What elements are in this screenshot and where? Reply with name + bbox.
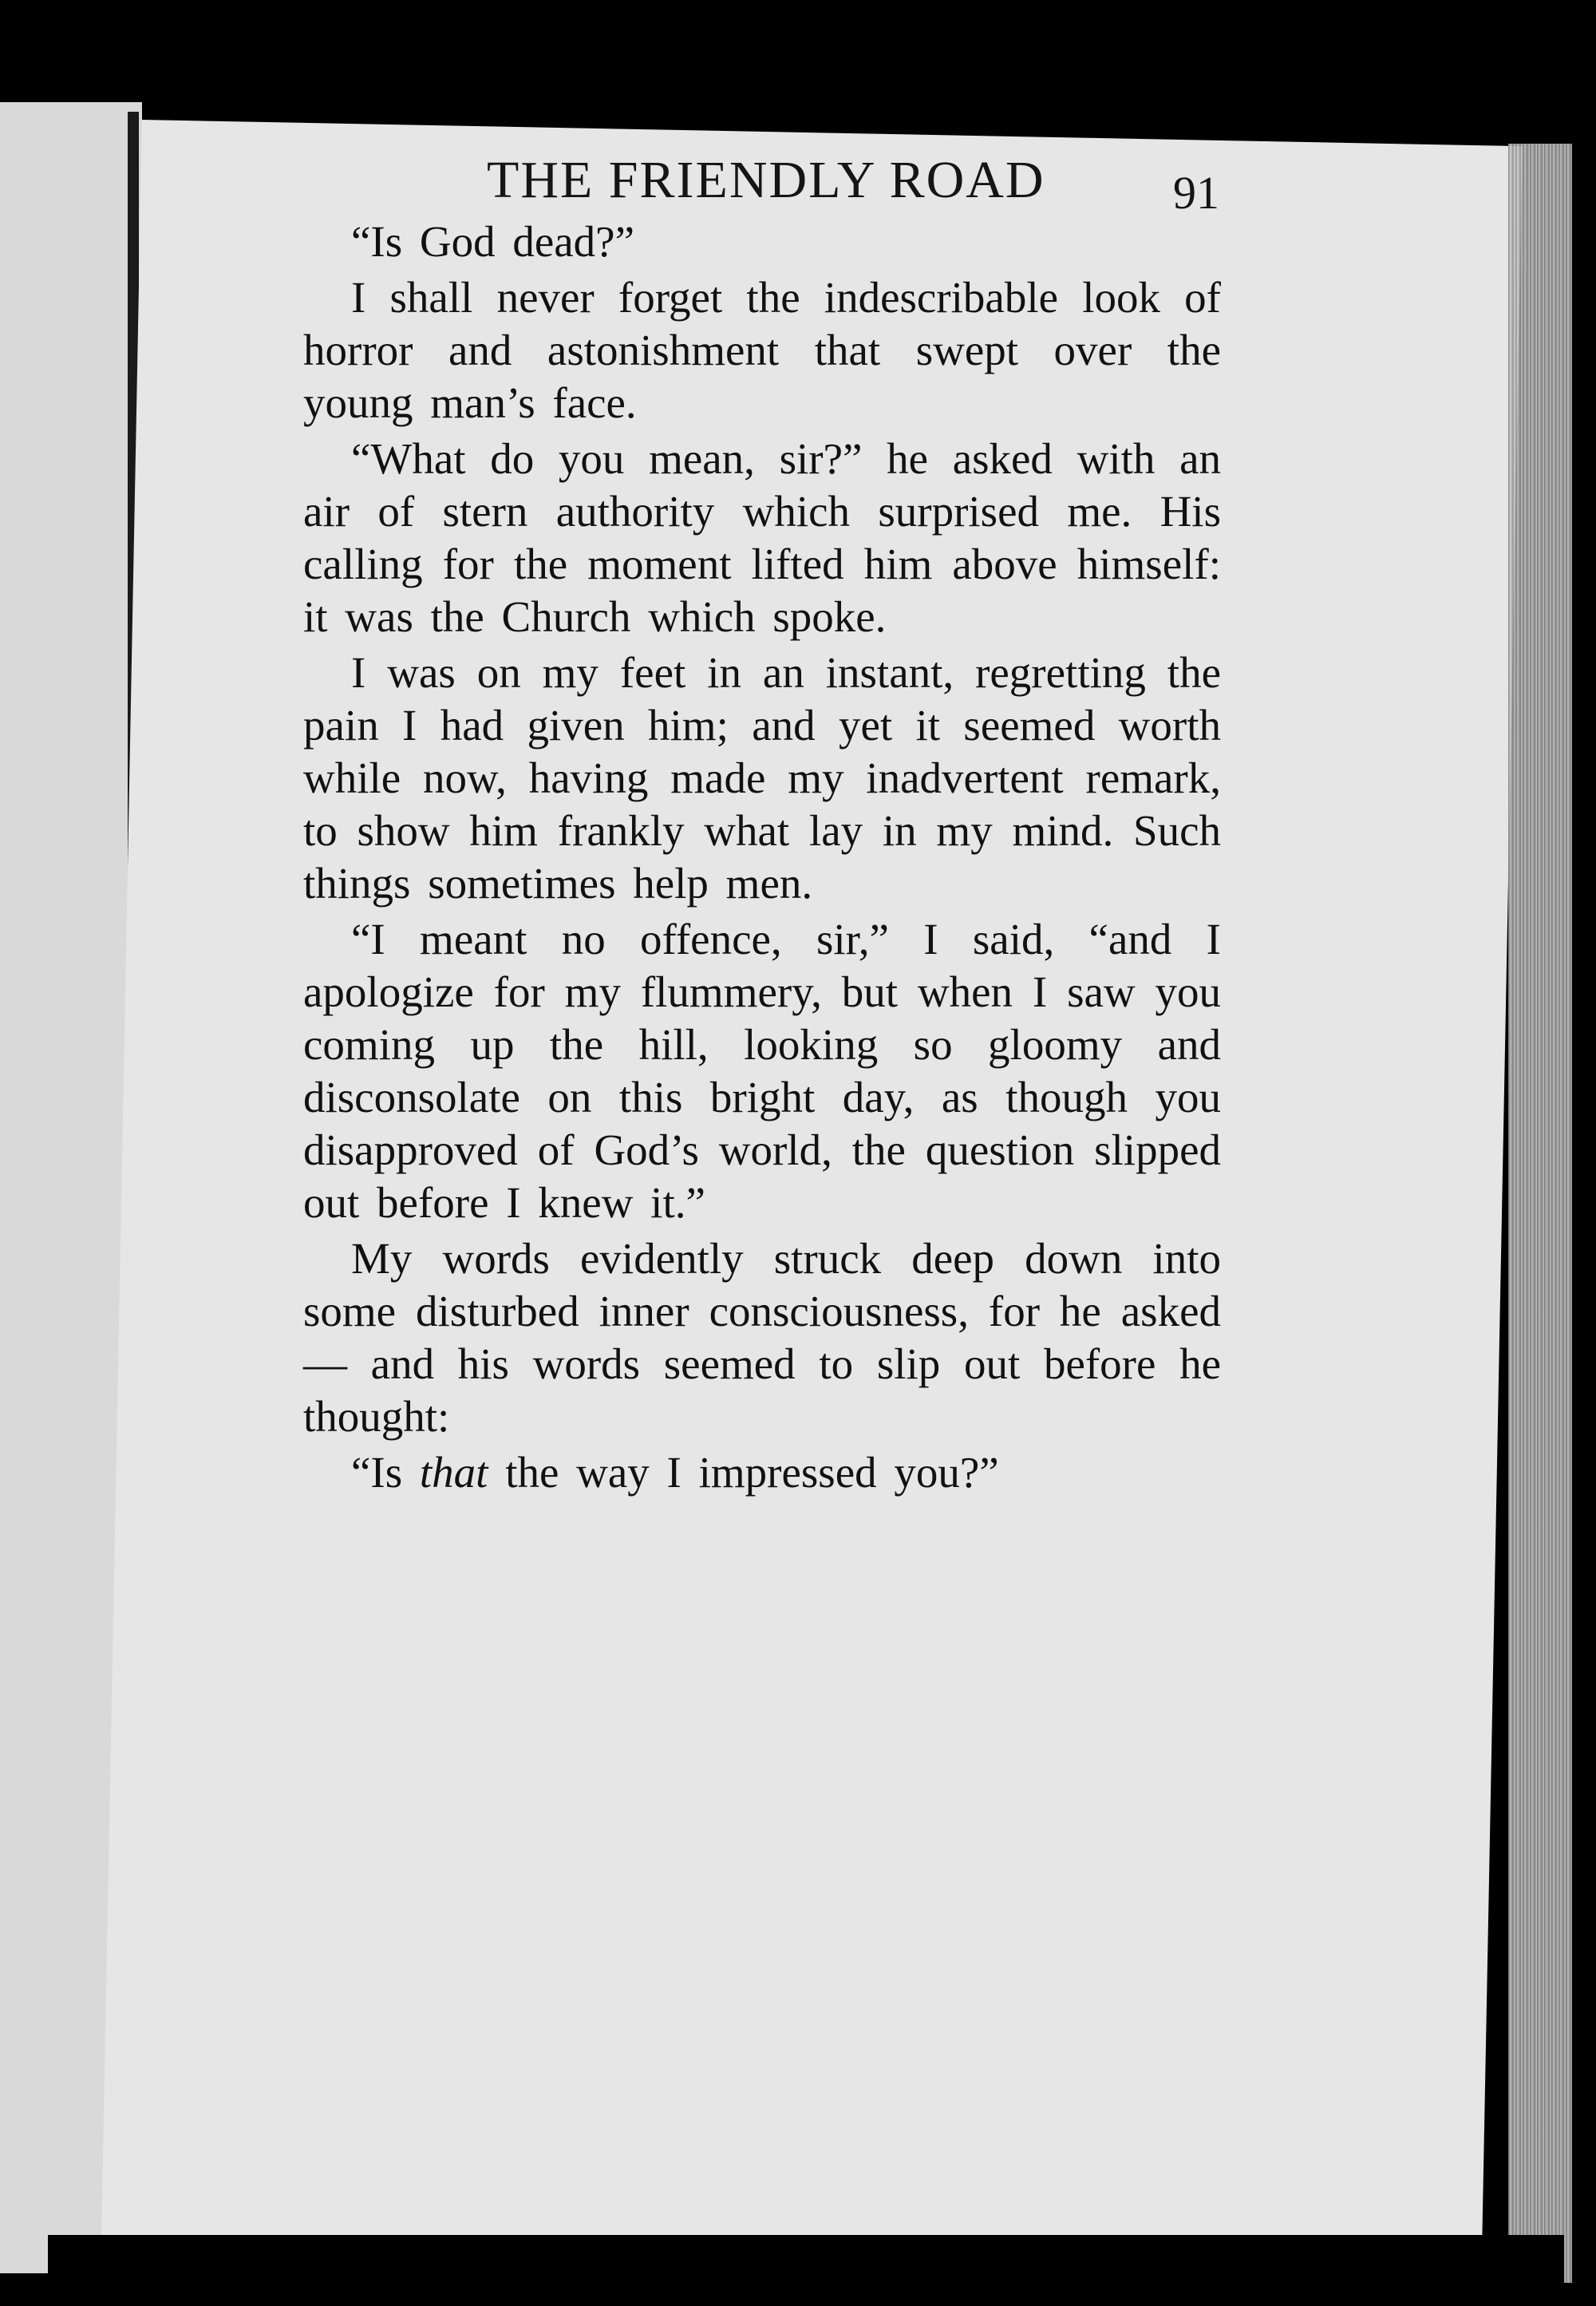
paragraph: My words evidently struck deep down into some disturbed inner consciousness, for he asked — and his words seemed to slip out before he thought:	[303, 1234, 1221, 1441]
paragraph: I was on my feet in an instant, regretting the pain I had given him; and yet it seemed worth while now, having made my inadvertent remark, to show him frankly what lay in my mind. Such things sometimes help men.	[303, 648, 1221, 908]
paragraph: “Is God dead?”	[351, 217, 634, 266]
scan-bottom-border	[48, 2235, 1564, 2306]
paragraph: “I meant no offence, sir,” I said, “and I apologize for my flummery, but when I saw you coming up the hill, looking so gloomy and disconsolate on this bright day, as though you disapproved of God’s world, the question slipped out before I knew it.”	[303, 915, 1221, 1227]
page-header	[343, 150, 1261, 222]
paragraph: “What do you mean, sir?” he asked with an air of stern authority which surprised me. His calling for the moment lifted him above himself: it was the Church which spoke.	[303, 434, 1221, 641]
emphasized-word: that	[419, 1448, 488, 1497]
text-after-emphasis: the way I impressed you?”	[488, 1448, 999, 1497]
running-head: THE FRIENDLY ROAD	[487, 151, 1045, 209]
paragraph: I shall never forget the indescribable look of horror and astonishment that swept over the young man’s face.	[303, 273, 1221, 427]
body-text	[303, 216, 1221, 1499]
text-before-emphasis: “Is	[351, 1448, 420, 1497]
page-number: 91	[1173, 167, 1219, 219]
paragraph-last	[303, 1446, 1221, 1499]
page-stack-edge	[1508, 144, 1572, 2283]
